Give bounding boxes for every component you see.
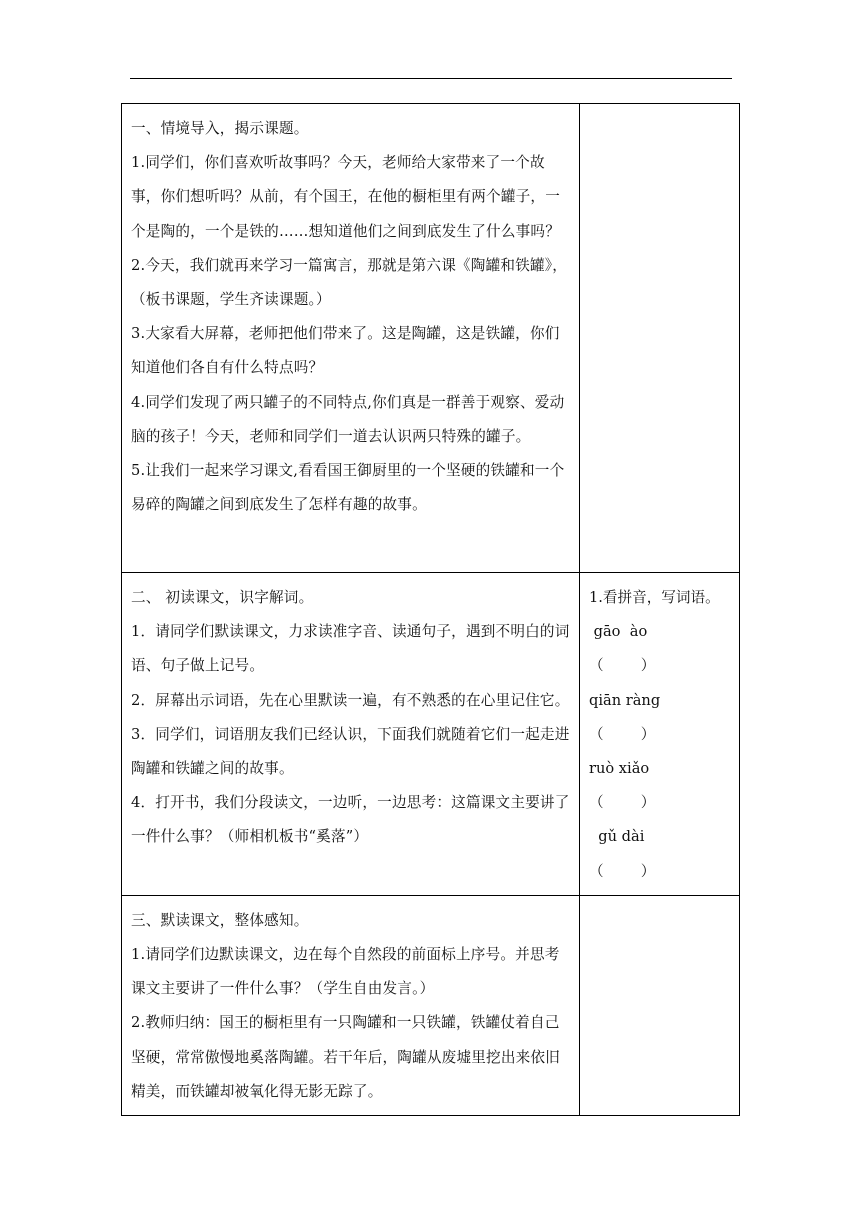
section-2-item-1: 1．请同学们默读课文，力求读准字音、读通句子，遇到不明白的词语、句子做上记号。 [131, 623, 570, 675]
answer-blank-4: （ ） [589, 862, 656, 880]
section-3-item-2: 2.教师归纳：国王的橱柜里有一只陶罐和一只铁罐，铁罐仗着自己坚硬，常常傲慢地奚落陶罐。若干年后，陶罐从废墟里挖出来依旧精美，而铁罐却被氧化得无影无踪了。 [131, 1014, 561, 1100]
section-2-cell [122, 573, 580, 896]
pinyin-1: gāo ào [589, 623, 648, 641]
section-1-heading: 一、情境导入，揭示课题。 [131, 120, 309, 137]
section-2-heading: 二、 初读课文，识字解词。 [131, 589, 314, 606]
section-1-cell [122, 104, 580, 573]
section-2-item-3: 3．同学们，词语朋友我们已经认识，下面我们就随着它们一起走进陶罐和铁罐之间的故事。 [131, 725, 570, 778]
section-1-item-3: 3.大家看大屏幕，老师把他们带来了。这是陶罐，这是铁罐，你们知道他们各自有什么特点吗？ [131, 325, 560, 377]
section-1-item-4: 4.同学们发现了两只罐子的不同特点,你们真是一群善于观察、爱动脑的孩子！今天，老师和同学们一道去认识两只特殊的罐子。 [131, 393, 565, 445]
section-3-notes-cell [580, 895, 740, 1115]
header-rule [130, 78, 732, 79]
exercise-title: 1.看拼音，写词语。 [589, 589, 720, 606]
section-1-item-1: 1.同学们，你们喜欢听故事吗？今天，老师给大家带来了一个故事，你们想听吗？从前，有个国王，在他的橱柜里有两个罐子，一个是陶的，一个是铁的……想知道他们之间到底发生了什么事吗？ [131, 154, 561, 240]
table-row [122, 104, 740, 573]
section-2-item-4: 4．打开书，我们分段读文，一边听，一边思考：这篇课文主要讲了一件什么事？（师相机板书“奚落”） [131, 794, 570, 846]
section-3-cell [122, 895, 580, 1115]
answer-blank-2: （ ） [589, 725, 656, 743]
table-row [122, 895, 740, 1115]
section-1-item-2: 2.今天，我们就再来学习一篇寓言，那就是第六课《陶罐和铁罐》，（板书课题，学生齐读课题。） [131, 256, 568, 309]
section-3-item-1: 1.请同学们边默读课文，边在每个自然段的前面标上序号。并思考课文主要讲了一件什么事？（学生自由发言。） [131, 946, 560, 998]
section-1-item-5: 5.让我们一起来学习课文,看看国王御厨里的一个坚硬的铁罐和一个易碎的陶罐之间到底发生了怎样有趣的故事。 [131, 462, 565, 514]
section-3-heading: 三、默读课文，整体感知。 [131, 911, 309, 929]
answer-blank-3: （ ） [589, 794, 656, 812]
pinyin-3: ruò xiǎo [589, 760, 650, 778]
lesson-plan-table [121, 103, 740, 1116]
answer-blank-1: （ ） [589, 657, 656, 675]
section-2-item-2: 2．屏幕出示词语，先在心里默读一遍，有不熟悉的在心里记住它。 [131, 691, 570, 709]
pinyin-2: qiān ràng [589, 691, 661, 709]
table-row [122, 573, 740, 896]
pinyin-4: gǔ dài [589, 828, 645, 846]
exercise-cell [580, 573, 740, 896]
section-1-notes-cell [580, 104, 740, 573]
